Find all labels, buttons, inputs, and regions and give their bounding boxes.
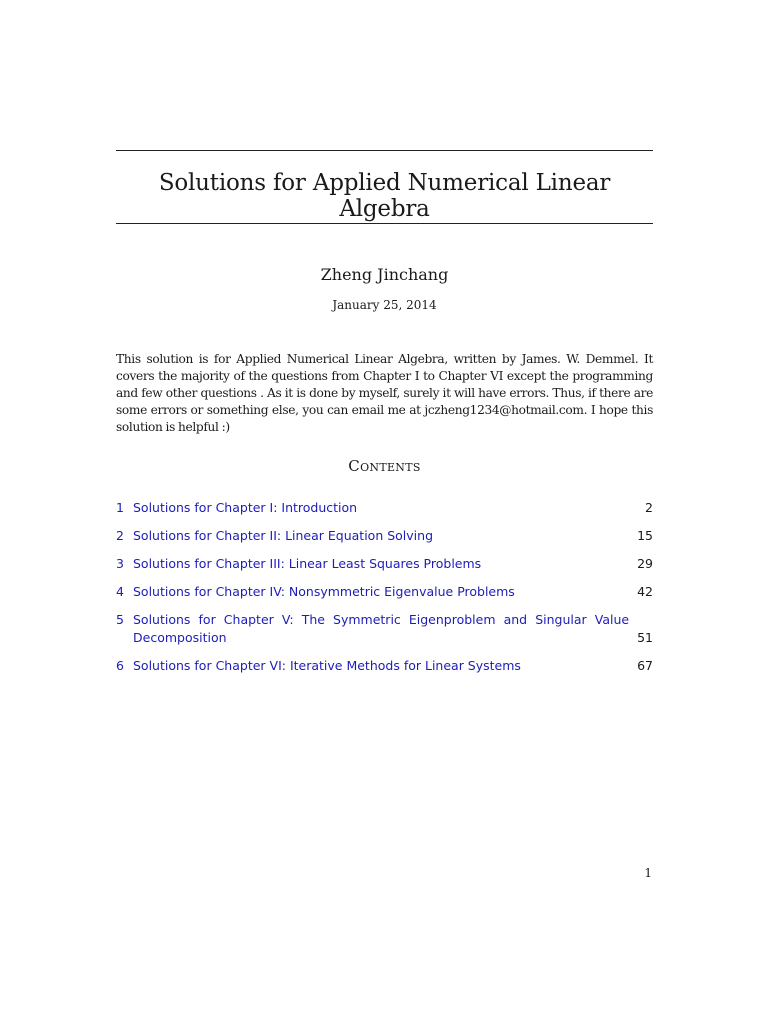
toc-entry-number: 3 (116, 556, 124, 571)
toc-entry-page: 51 (637, 630, 653, 645)
toc-entry-number: 1 (116, 500, 124, 515)
toc-entry-page: 42 (637, 584, 653, 599)
document-title: Solutions for Applied Numerical Linear Algebra (158, 170, 611, 222)
toc-entry-chapter-2[interactable] (116, 527, 653, 545)
author-name: Zheng Jinchang (320, 265, 449, 284)
toc-entry-chapter-4[interactable] (116, 583, 653, 601)
toc-entry-title: Solutions for Chapter V: The Symmetric Eigenproblem and Singular Value Decomposition (133, 612, 630, 645)
title-top-rule (116, 150, 653, 151)
toc-entry-number: 4 (116, 584, 124, 599)
contents-heading: Contents (348, 457, 421, 475)
toc-entry-title: Solutions for Chapter I: Introduction (133, 500, 358, 515)
toc-entry-title: Solutions for Chapter III: Linear Least Squares Problems (133, 556, 482, 571)
toc-entry-chapter-1[interactable] (116, 499, 653, 517)
toc-entry-number: 6 (116, 658, 124, 673)
table-of-contents (116, 499, 653, 685)
toc-entry-page: 15 (637, 528, 653, 543)
toc-entry-chapter-5[interactable] (116, 611, 653, 647)
page-number: 1 (644, 866, 652, 880)
abstract-paragraph: This solution is for Applied Numerical Linear Algebra, written by James. W. Demmel. It covers the majority of the questions from Chapter I to Chapter VI except the programming and few other questions . As it is done by myself, surely it will have errors. Thus, if there are some errors or something else, you can email me at jczheng1234@hotmail.com. I hope this solution is helpful :) (116, 352, 653, 434)
toc-entry-number: 5 (116, 612, 124, 627)
toc-entry-page: 29 (637, 556, 653, 571)
document-date: January 25, 2014 (332, 298, 437, 312)
toc-entry-title: Solutions for Chapter II: Linear Equation Solving (133, 528, 434, 543)
toc-entry-title: Solutions for Chapter IV: Nonsymmetric Eigenvalue Problems (133, 584, 515, 599)
toc-entry-page: 2 (645, 500, 653, 515)
toc-entry-page: 67 (637, 658, 653, 673)
toc-entry-title: Solutions for Chapter VI: Iterative Methods for Linear Systems (133, 658, 521, 673)
toc-entry-chapter-3[interactable] (116, 555, 653, 573)
toc-entry-chapter-6[interactable] (116, 657, 653, 675)
toc-entry-number: 2 (116, 528, 124, 543)
title-bottom-rule (116, 223, 653, 224)
